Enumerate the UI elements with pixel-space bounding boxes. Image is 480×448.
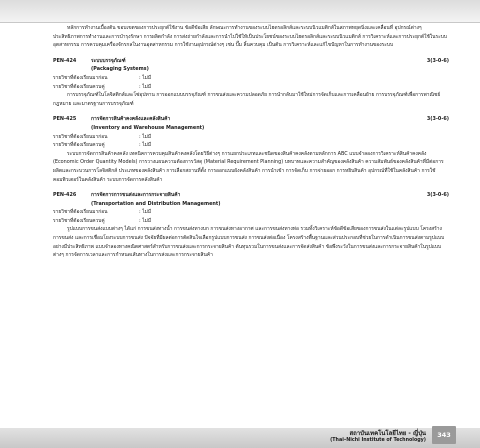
institution-name-th: สถาบันเทคโนโลยีไทย - ญี่ปุ่น xyxy=(349,430,426,437)
course-credits: 3(3-0-6) xyxy=(426,192,449,199)
corequisite-label: รายวิชาที่ต้องเรียนควบคู่ xyxy=(53,142,105,149)
page-header-band xyxy=(0,0,480,22)
prerequisite-row xyxy=(53,133,449,142)
course-credits: 3(3-0-6) xyxy=(426,57,449,64)
page-number: 343 xyxy=(432,426,456,444)
course-title-en: (Packaging Systems) xyxy=(91,66,149,73)
course-header xyxy=(53,115,449,124)
institution-name-en: (Thai–Nichi Institute of Technology) xyxy=(330,438,426,443)
corequisite-label: รายวิชาที่ต้องเรียนควบคู่ xyxy=(53,83,105,90)
course-title-th: การจัดการการขนส่งและการกระจายสินค้า xyxy=(91,192,181,199)
course-block xyxy=(53,115,449,184)
page-content xyxy=(53,24,449,260)
corequisite-row xyxy=(53,141,449,150)
course-block xyxy=(53,191,449,260)
prerequisite-label: รายวิชาที่ต้องเรียนมาก่อน xyxy=(53,74,108,81)
prerequisite-value: : ไม่มี xyxy=(139,133,152,140)
prerequisite-row xyxy=(53,74,449,83)
course-description: การบรรจุภัณฑ์ในโลจิสติกส์และโซ่อุปทาน การออกแบบบรรจุภัณฑ์ การขนส่งและความปลอดภัย การนำกลับมาใช้ใหม่การจัดเก็บและการเคลื่อนย้าย การบรรจุภัณฑ์เพื่อการพาณิชย์ กฎหมาย และมาตรฐานการบรรจุภัณฑ์ xyxy=(53,92,441,107)
corequisite-value: : ไม่มี xyxy=(139,83,152,90)
prerequisite-label: รายวิชาที่ต้องเรียนมาก่อน xyxy=(53,209,108,216)
course-title-th: ระบบบรรจุภัณฑ์ xyxy=(91,57,126,64)
course-description: ระบบการจัดการสินค้าคงคลัง เทคนิคการควบคุมสินค้าคงคลังโดยวิธีต่างๆ การแยกประเภทและชนิดของสินค้าคงคลังตามหลักการ ABC แบบจำลองการวิเคราะห์สินค้าคงคลัง (Economic Order Quantity Models) การวางแผนความต้องการวัสดุ (Material Requirement Planning) บทบาทและความสำคัญของคลังสินค้า ความสัมพันธ์ของคลังสินค้าที่มีต่อการผลิตและกระบวนการโลจิสติกส์ ประเภทของคลังสินค้า การเลือกสถานที่ตั้ง การออกแบบผังคลังสินค้า การนำเข้า การจัดเก็บ การจ่ายออก การหยิบสินค้า อุปกรณ์ที่ใช้ในคลังสินค้า การใช้คอมพิวเตอร์ในคลังสินค้า ระบบการจัดการคลังสินค้า xyxy=(53,150,444,183)
footer-institution xyxy=(330,430,426,444)
header-divider xyxy=(0,22,480,23)
course-header xyxy=(53,57,449,66)
course-title-th: การจัดการสินค้าคงคลังและคลังสินค้า xyxy=(91,116,171,123)
prerequisite-value: : ไม่มี xyxy=(139,209,152,216)
course-code: PEN-425 xyxy=(53,116,77,123)
course-code: PEN-424 xyxy=(53,57,77,64)
course-code: PEN-426 xyxy=(53,192,77,199)
course-title-en: (Inventory and Warehouse Management) xyxy=(91,124,205,131)
prerequisite-value: : ไม่มี xyxy=(139,74,152,81)
prerequisite-label: รายวิชาที่ต้องเรียนมาก่อน xyxy=(53,133,108,140)
corequisite-label: รายวิชาที่ต้องเรียนควบคู่ xyxy=(53,217,105,224)
intro-paragraph: หลักการทำงานเบื้องต้น ขอบเขตของการประยุกต์ใช้งาน ข้อดีข้อเสีย ลักษณะการทำงานของระบบไฮดรอลิกส์และระบบนิวแมติกส์ในสภาพหยุดนิ่งและเคลื่อนที่ อุปกรณ์ต่างๆ ประสิทธิภาพการทำงานและการบำรุงรักษา การผลิตกำลัง การส่งถ่ายกำลังและการนำไปใช้ให้เป็นประโยชน์ของระบบไฮดรอลิกส์และระบบนิวแมติกส์ การวิเคราะห์และการประยุกต์ใช้ในระบบอุตสาหกรรม การควบคุมเครื่องจักรกลในงานอุตสาหกรรม การใช้งานอุปกรณ์ต่างๆ เช่น ปั๊ม ลิ้นควบคุม เป็นต้น การวิเคราะห์และแก้ไขปัญหาในการทำงานของระบบ xyxy=(53,25,447,49)
course-credits: 3(3-0-6) xyxy=(426,116,449,123)
course-description: รูปแบบการขนส่งแบบต่างๆ ได้แก่ การขนส่งทางน้ำ การขนส่งทางบก การขนส่งทางอากาศ และการขนส่งทางท่อ รวมทั้งวิเคราะห์ข้อดีข้อเสียของการขนส่งในแต่ละรูปแบบ โครงสร้างการขนส่ง และการเชื่อมโยงระบบการขนส่ง ปัจจัยที่มีผลต่อการตัดสินใจเลือกรูปแบบการขนส่ง การขนส่งต่อเนื่อง โครงสร้างพื้นฐานและส่วนประกอบที่ช่วยในการดำเนินการขนส่งตามรูปแบบอย่างมีประสิทธิภาพ แบบจำลองทางคณิตศาสตร์สำหรับการขนส่งและการกระจายสินค้า ต้นทุนรวมในการขนส่งและการจัดส่งสินค้า ข้อพึงระวังในการขนส่งและการกระจายสินค้าในรูปแบบต่างๆ การจัดการเวลาและการกำหนดเส้นทางในการส่งและการกระจายสินค้า xyxy=(53,226,445,259)
corequisite-value: : ไม่มี xyxy=(139,217,152,224)
corequisite-row xyxy=(53,217,449,226)
prerequisite-row xyxy=(53,208,449,217)
course-block xyxy=(53,57,449,109)
course-title-en: (Transportation and Distribution Management) xyxy=(91,200,221,207)
course-header xyxy=(53,191,449,200)
corequisite-row xyxy=(53,83,449,92)
corequisite-value: : ไม่มี xyxy=(139,142,152,149)
